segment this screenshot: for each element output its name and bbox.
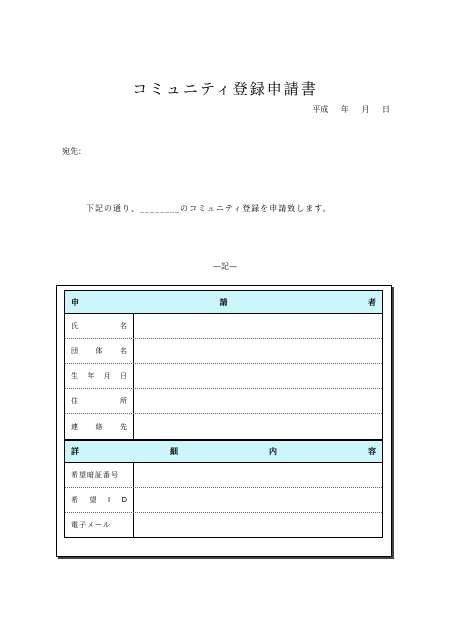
header-char: 詳	[71, 447, 79, 456]
label-char: 氏	[71, 322, 78, 330]
ki-heading: —記—	[213, 262, 237, 271]
field-row-birthdate	[65, 364, 382, 389]
form-table	[64, 290, 383, 538]
header-char: 容	[368, 447, 376, 456]
label-char: 生	[71, 372, 78, 380]
field-label-name	[65, 314, 134, 338]
field-row-name	[65, 314, 382, 339]
label-char: 先	[120, 422, 127, 431]
header-char: 内	[269, 447, 277, 456]
label-char: 望	[89, 496, 97, 504]
field-row-pin	[65, 463, 382, 488]
field-row-user-id	[65, 488, 382, 513]
addressee-label: 宛先：	[62, 147, 86, 156]
label-char: 体	[95, 347, 103, 355]
header-char: 細	[170, 447, 178, 456]
field-value-birthdate[interactable]	[134, 364, 382, 388]
field-label-organization	[65, 339, 134, 363]
header-char: 申	[71, 297, 79, 307]
header-char: 請	[219, 297, 228, 307]
detail-section-header	[65, 439, 382, 463]
field-value-email[interactable]	[134, 513, 382, 537]
field-label-birthdate	[65, 364, 134, 388]
request-statement: 下記の通り、________のコミュニティ登録を申請致します。	[86, 204, 332, 213]
label-char: 年	[87, 372, 95, 380]
field-label-contact	[65, 414, 134, 439]
label-char: 名	[120, 322, 127, 330]
label-char: 名	[120, 347, 127, 355]
label-char: 団	[71, 347, 78, 355]
document-title: コミュニティ登録申請書	[132, 80, 318, 98]
label-char: 住	[71, 397, 78, 405]
field-row-contact	[65, 414, 382, 439]
field-value-pin[interactable]	[134, 463, 382, 487]
field-row-address	[65, 389, 382, 414]
field-value-user-id[interactable]	[134, 488, 382, 512]
label-char: I	[108, 496, 111, 504]
field-row-email	[65, 513, 382, 538]
field-label-address	[65, 389, 134, 413]
label-char: 所	[120, 397, 127, 405]
label-char: D	[121, 496, 127, 504]
field-value-name[interactable]	[134, 314, 382, 338]
field-value-organization[interactable]	[134, 339, 382, 363]
label-char: 希	[71, 496, 78, 504]
label-char: 連	[71, 422, 78, 431]
field-row-organization	[65, 339, 382, 364]
label-char: 絡	[95, 422, 103, 431]
label-char: 日	[119, 372, 127, 380]
field-value-contact[interactable]	[134, 414, 382, 439]
field-label-user-id	[65, 488, 134, 512]
label-char: 月	[103, 372, 111, 380]
header-char: 者	[368, 297, 376, 307]
application-form	[56, 285, 392, 557]
field-value-address[interactable]	[134, 389, 382, 413]
date-line: 平成 年 月 日	[312, 105, 390, 114]
applicant-section-header	[65, 290, 382, 314]
field-label-pin: 希望暗証番号	[65, 463, 134, 487]
field-label-email: 電子メール	[65, 513, 134, 537]
